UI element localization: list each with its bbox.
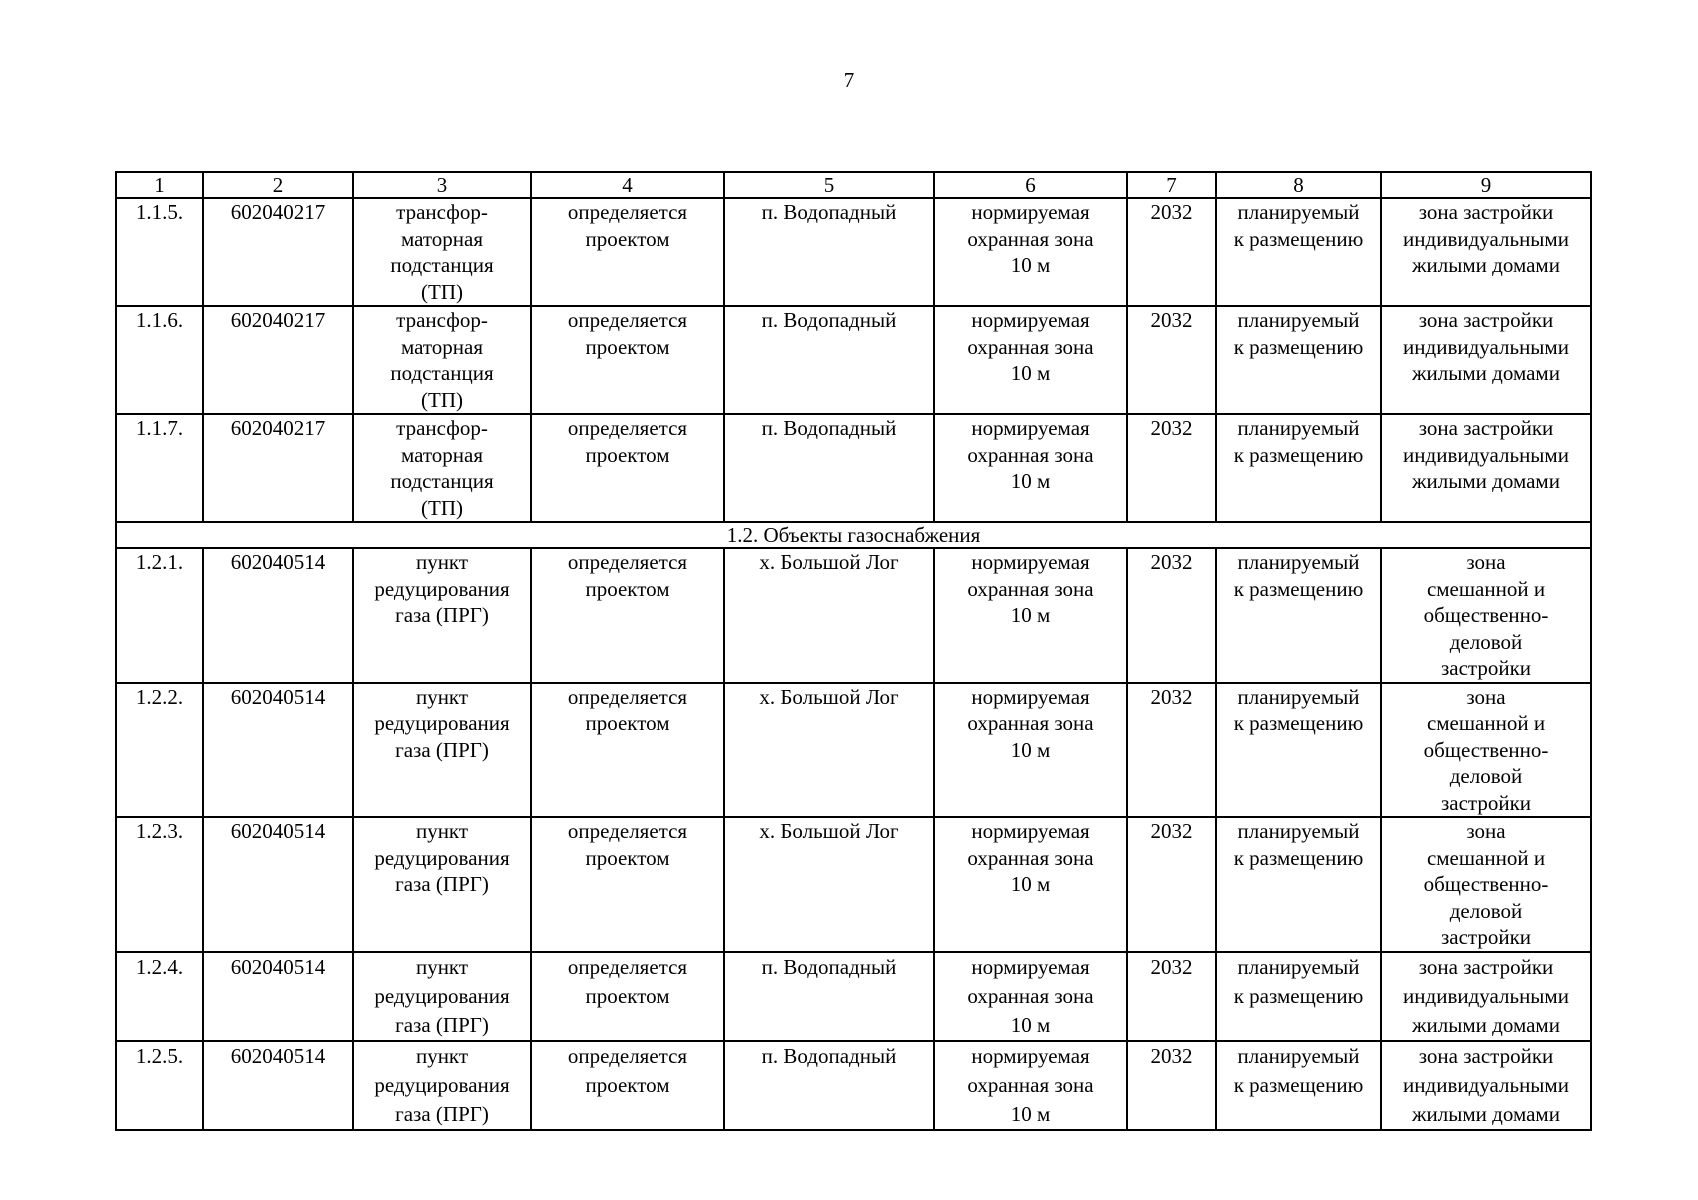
protection-zone-line: 10 м bbox=[1010, 1101, 1051, 1126]
protection-zone-line: охранная зона bbox=[967, 845, 1094, 870]
territory-zone-line: деловой bbox=[1449, 764, 1523, 788]
status-line: планируемый bbox=[1237, 308, 1360, 332]
capacity-line: определяется bbox=[567, 416, 688, 440]
location-line: п. Водопадный bbox=[761, 200, 897, 224]
status-line: к размещению bbox=[1233, 845, 1364, 870]
territory-zone-line: зона застройки bbox=[1418, 416, 1554, 440]
protection-zone-line: 10 м bbox=[1010, 1012, 1051, 1037]
status-line: к размещению bbox=[1233, 334, 1364, 359]
capacity-line: проектом bbox=[585, 442, 670, 467]
object-name-cell bbox=[353, 817, 531, 952]
status-cell bbox=[1216, 1041, 1381, 1130]
territory-zone-line: индивидуальными bbox=[1403, 226, 1569, 251]
territory-zone-line: деловой bbox=[1449, 898, 1523, 923]
object-code-cell: 602040514 bbox=[203, 952, 353, 1041]
protection-zone-line: нормируемая bbox=[971, 550, 1090, 574]
table-row bbox=[116, 817, 1591, 952]
territory-zone-cell bbox=[1381, 306, 1591, 414]
object-code-cell: 602040514 bbox=[203, 817, 353, 952]
capacity-cell bbox=[531, 683, 724, 818]
capacity-line: определяется bbox=[567, 1043, 688, 1068]
capacity-line: проектом bbox=[585, 1072, 670, 1097]
object-name-line: газа (ПРГ) bbox=[395, 1012, 489, 1037]
protection-zone-line: 10 м bbox=[1010, 872, 1051, 896]
status-line: планируемый bbox=[1237, 550, 1360, 574]
territory-zone-line: зона застройки bbox=[1418, 954, 1554, 979]
protection-zone-cell bbox=[934, 952, 1127, 1041]
status-line: к размещению bbox=[1233, 226, 1364, 251]
year-cell: 2032 bbox=[1127, 198, 1216, 306]
location-line: х. Большой Лог bbox=[759, 550, 899, 574]
territory-zone-cell bbox=[1381, 548, 1591, 683]
object-name-cell bbox=[353, 952, 531, 1041]
territory-zone-line: смешанной и bbox=[1426, 845, 1546, 870]
protection-zone-cell bbox=[934, 198, 1127, 306]
territory-zone-line: зона bbox=[1466, 684, 1506, 709]
object-code-cell: 602040514 bbox=[203, 683, 353, 818]
territory-zone-line: общественно- bbox=[1423, 872, 1549, 896]
status-line: к размещению bbox=[1233, 1072, 1364, 1097]
object-name-line: пункт bbox=[415, 1043, 469, 1068]
territory-zone-line: общественно- bbox=[1423, 737, 1549, 762]
territory-zone-cell bbox=[1381, 683, 1591, 818]
territory-zone-line: застройки bbox=[1440, 656, 1532, 680]
capacity-line: определяется bbox=[567, 819, 688, 843]
object-name-line: подстанция bbox=[390, 469, 494, 493]
protection-zone-line: 10 м bbox=[1010, 603, 1051, 627]
protection-zone-cell bbox=[934, 548, 1127, 683]
capacity-line: проектом bbox=[585, 711, 670, 735]
object-code-cell: 602040217 bbox=[203, 306, 353, 414]
territory-zone-cell bbox=[1381, 952, 1591, 1041]
territory-zone-line: зона застройки bbox=[1418, 200, 1554, 224]
location-cell bbox=[724, 414, 934, 522]
table-row bbox=[116, 306, 1591, 414]
territory-zone-line: зона bbox=[1466, 550, 1506, 574]
territory-zone-line: жилыми домами bbox=[1412, 469, 1560, 493]
capacity-line: проектом bbox=[585, 334, 670, 359]
protection-zone-line: 10 м bbox=[1010, 253, 1051, 277]
status-cell bbox=[1216, 414, 1381, 522]
location-line: п. Водопадный bbox=[761, 416, 897, 440]
status-cell bbox=[1216, 198, 1381, 306]
year-cell: 2032 bbox=[1127, 683, 1216, 818]
table-row bbox=[116, 414, 1591, 522]
territory-zone-line: индивидуальными bbox=[1403, 334, 1569, 359]
object-name-line: маторная bbox=[400, 442, 484, 467]
capacity-line: проектом bbox=[585, 845, 670, 870]
territory-zone-line: застройки bbox=[1440, 790, 1532, 815]
protection-zone-cell bbox=[934, 683, 1127, 818]
protection-zone-line: нормируемая bbox=[971, 308, 1090, 332]
object-name-line: (ТП) bbox=[421, 495, 463, 520]
protection-zone-cell bbox=[934, 817, 1127, 952]
territory-zone-line: зона застройки bbox=[1418, 1043, 1554, 1068]
location-cell bbox=[724, 952, 934, 1041]
object-name-line: (ТП) bbox=[421, 279, 463, 304]
object-name-line: (ТП) bbox=[421, 387, 463, 412]
year-cell: 2032 bbox=[1127, 817, 1216, 952]
section-title: 1.2. Объекты газоснабжения bbox=[116, 522, 1591, 548]
table-row bbox=[116, 683, 1591, 818]
table-row bbox=[116, 952, 1591, 1041]
row-number-cell: 1.2.5. bbox=[116, 1041, 203, 1130]
location-line: п. Водопадный bbox=[761, 308, 897, 332]
column-number: 7 bbox=[1127, 172, 1216, 198]
territory-zone-line: общественно- bbox=[1423, 603, 1549, 627]
object-name-line: подстанция bbox=[390, 253, 494, 277]
object-code-cell: 602040514 bbox=[203, 548, 353, 683]
capacity-cell bbox=[531, 1041, 724, 1130]
row-number-cell: 1.1.5. bbox=[116, 198, 203, 306]
status-line: планируемый bbox=[1237, 200, 1360, 224]
column-number: 5 bbox=[724, 172, 934, 198]
status-line: планируемый bbox=[1237, 416, 1360, 440]
protection-zone-line: нормируемая bbox=[971, 684, 1090, 709]
row-number-cell: 1.2.3. bbox=[116, 817, 203, 952]
row-number-cell: 1.2.2. bbox=[116, 683, 203, 818]
table-row bbox=[116, 1041, 1591, 1130]
capacity-line: проектом bbox=[585, 576, 670, 601]
column-number: 9 bbox=[1381, 172, 1591, 198]
territory-zone-line: застройки bbox=[1440, 925, 1532, 949]
location-cell bbox=[724, 683, 934, 818]
capacity-line: проектом bbox=[585, 983, 670, 1008]
object-code-cell: 602040514 bbox=[203, 1041, 353, 1130]
status-cell bbox=[1216, 952, 1381, 1041]
object-name-line: редуцирования bbox=[374, 845, 510, 870]
capacity-cell bbox=[531, 198, 724, 306]
protection-zone-line: нормируемая bbox=[971, 954, 1090, 979]
table-row bbox=[116, 548, 1591, 683]
page-number: 7 bbox=[843, 68, 855, 92]
territory-zone-line: жилыми домами bbox=[1412, 1101, 1560, 1126]
object-name-cell bbox=[353, 198, 531, 306]
object-name-line: пункт bbox=[415, 684, 469, 709]
status-line: к размещению bbox=[1233, 576, 1364, 601]
location-cell bbox=[724, 548, 934, 683]
protection-zone-cell bbox=[934, 414, 1127, 522]
row-number-cell: 1.2.1. bbox=[116, 548, 203, 683]
table-body bbox=[116, 172, 1591, 1130]
territory-zone-line: индивидуальными bbox=[1403, 1072, 1569, 1097]
year-cell: 2032 bbox=[1127, 414, 1216, 522]
object-name-cell bbox=[353, 306, 531, 414]
territory-zone-cell bbox=[1381, 817, 1591, 952]
location-cell bbox=[724, 817, 934, 952]
object-name-cell bbox=[353, 683, 531, 818]
object-code-cell: 602040217 bbox=[203, 414, 353, 522]
territory-zone-line: зона застройки bbox=[1418, 308, 1554, 332]
territory-zone-line: жилыми домами bbox=[1412, 253, 1560, 277]
protection-zone-line: охранная зона bbox=[967, 442, 1094, 467]
object-name-line: газа (ПРГ) bbox=[395, 872, 489, 896]
territory-zone-line: зона bbox=[1466, 819, 1506, 843]
status-cell bbox=[1216, 306, 1381, 414]
territory-zone-line: смешанной и bbox=[1426, 711, 1546, 735]
protection-zone-line: охранная зона bbox=[967, 576, 1094, 601]
location-cell bbox=[724, 1041, 934, 1130]
object-name-line: газа (ПРГ) bbox=[395, 1101, 489, 1126]
protection-zone-cell bbox=[934, 1041, 1127, 1130]
object-name-line: маторная bbox=[400, 334, 484, 359]
protection-zone-line: нормируемая bbox=[971, 1043, 1090, 1068]
object-name-line: трансфор- bbox=[396, 200, 488, 224]
capacity-line: проектом bbox=[585, 226, 670, 251]
location-line: п. Водопадный bbox=[761, 954, 897, 979]
capacity-cell bbox=[531, 952, 724, 1041]
column-number: 1 bbox=[116, 172, 203, 198]
location-cell bbox=[724, 198, 934, 306]
capacity-cell bbox=[531, 306, 724, 414]
year-cell: 2032 bbox=[1127, 306, 1216, 414]
territory-zone-line: жилыми домами bbox=[1412, 1012, 1560, 1037]
object-name-line: редуцирования bbox=[374, 711, 510, 735]
protection-zone-line: 10 м bbox=[1010, 361, 1051, 385]
protection-zone-line: нормируемая bbox=[971, 200, 1090, 224]
object-name-line: пункт bbox=[415, 819, 469, 843]
status-cell bbox=[1216, 683, 1381, 818]
object-name-line: газа (ПРГ) bbox=[395, 737, 489, 762]
column-number: 4 bbox=[531, 172, 724, 198]
protection-zone-line: 10 м bbox=[1010, 469, 1051, 493]
year-cell: 2032 bbox=[1127, 548, 1216, 683]
column-number: 8 bbox=[1216, 172, 1381, 198]
location-line: п. Водопадный bbox=[761, 1043, 897, 1068]
location-line: х. Большой Лог bbox=[759, 684, 899, 709]
object-name-line: трансфор- bbox=[396, 308, 488, 332]
object-name-cell bbox=[353, 548, 531, 683]
row-number-cell: 1.1.7. bbox=[116, 414, 203, 522]
column-number: 3 bbox=[353, 172, 531, 198]
protection-zone-line: охранная зона bbox=[967, 711, 1094, 735]
location-cell bbox=[724, 306, 934, 414]
protection-zone-line: охранная зона bbox=[967, 226, 1094, 251]
table-row bbox=[116, 198, 1591, 306]
territory-zone-cell bbox=[1381, 1041, 1591, 1130]
status-line: планируемый bbox=[1237, 1043, 1360, 1068]
section-row bbox=[116, 522, 1591, 548]
capacity-cell bbox=[531, 548, 724, 683]
capacity-line: определяется bbox=[567, 550, 688, 574]
year-cell: 2032 bbox=[1127, 1041, 1216, 1130]
territory-zone-cell bbox=[1381, 198, 1591, 306]
column-number: 2 bbox=[203, 172, 353, 198]
status-line: планируемый bbox=[1237, 819, 1360, 843]
capacity-line: определяется bbox=[567, 200, 688, 224]
capacity-line: определяется bbox=[567, 684, 688, 709]
protection-zone-line: нормируемая bbox=[971, 416, 1090, 440]
object-name-line: маторная bbox=[400, 226, 484, 251]
territory-zone-cell bbox=[1381, 414, 1591, 522]
capacity-cell bbox=[531, 817, 724, 952]
status-line: к размещению bbox=[1233, 711, 1364, 735]
object-name-cell bbox=[353, 414, 531, 522]
object-name-line: газа (ПРГ) bbox=[395, 603, 489, 627]
territory-zone-line: индивидуальными bbox=[1403, 983, 1569, 1008]
object-name-line: трансфор- bbox=[396, 416, 488, 440]
capacity-line: определяется bbox=[567, 308, 688, 332]
territory-zone-line: деловой bbox=[1449, 629, 1523, 654]
row-number-cell: 1.2.4. bbox=[116, 952, 203, 1041]
object-name-cell bbox=[353, 1041, 531, 1130]
objects-table bbox=[115, 171, 1592, 1131]
protection-zone-line: нормируемая bbox=[971, 819, 1090, 843]
territory-zone-line: индивидуальными bbox=[1403, 442, 1569, 467]
capacity-cell bbox=[531, 414, 724, 522]
row-number-cell: 1.1.6. bbox=[116, 306, 203, 414]
status-line: к размещению bbox=[1233, 983, 1364, 1008]
territory-zone-line: смешанной и bbox=[1426, 576, 1546, 601]
protection-zone-line: охранная зона bbox=[967, 983, 1094, 1008]
status-line: планируемый bbox=[1237, 684, 1360, 709]
status-line: к размещению bbox=[1233, 442, 1364, 467]
status-cell bbox=[1216, 817, 1381, 952]
object-name-line: редуцирования bbox=[374, 983, 510, 1008]
protection-zone-line: охранная зона bbox=[967, 1072, 1094, 1097]
column-number-row bbox=[116, 172, 1591, 198]
territory-zone-line: жилыми домами bbox=[1412, 361, 1560, 385]
object-name-line: подстанция bbox=[390, 361, 494, 385]
status-line: планируемый bbox=[1237, 954, 1360, 979]
protection-zone-line: охранная зона bbox=[967, 334, 1094, 359]
status-cell bbox=[1216, 548, 1381, 683]
object-name-line: пункт bbox=[415, 954, 469, 979]
object-name-line: редуцирования bbox=[374, 1072, 510, 1097]
object-name-line: редуцирования bbox=[374, 576, 510, 601]
column-number: 6 bbox=[934, 172, 1127, 198]
protection-zone-cell bbox=[934, 306, 1127, 414]
object-name-line: пункт bbox=[415, 550, 469, 574]
object-code-cell: 602040217 bbox=[203, 198, 353, 306]
protection-zone-line: 10 м bbox=[1010, 737, 1051, 762]
location-line: х. Большой Лог bbox=[759, 819, 899, 843]
year-cell: 2032 bbox=[1127, 952, 1216, 1041]
capacity-line: определяется bbox=[567, 954, 688, 979]
